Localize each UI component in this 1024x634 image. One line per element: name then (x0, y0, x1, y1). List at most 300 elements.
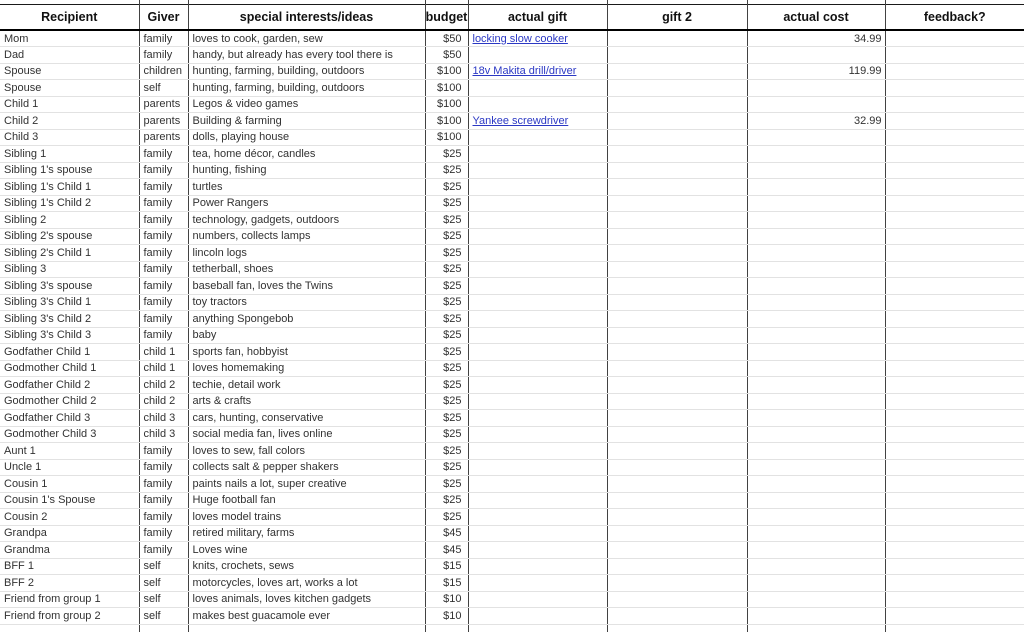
cell-special-interests: collects salt & pepper shakers (188, 459, 425, 476)
cell-feedback (885, 311, 1024, 328)
cell-special-interests: turtles (188, 179, 425, 196)
cell-feedback (885, 327, 1024, 344)
table-row (0, 558, 1024, 575)
cell-budget: $25 (425, 228, 468, 245)
column-header-actual-gift: actual gift (468, 4, 607, 30)
table-row (0, 608, 1024, 625)
table-row (0, 591, 1024, 608)
cell-actual-cost: 32.99 (747, 113, 885, 130)
cell-feedback (885, 542, 1024, 559)
cell-gift-2 (607, 228, 747, 245)
cell-actual-cost (747, 146, 885, 163)
cell-feedback (885, 294, 1024, 311)
cell-special-interests: dolls, playing house (188, 129, 425, 146)
table-row (0, 327, 1024, 344)
cell-special-interests: Building & farming (188, 113, 425, 130)
cell-special-interests: arts & crafts (188, 393, 425, 410)
table-row (0, 228, 1024, 245)
cell-actual-cost (747, 47, 885, 64)
table-body (0, 30, 1024, 632)
cell-giver: self (139, 80, 188, 97)
cell-actual-cost (747, 459, 885, 476)
cell-giver: children (139, 63, 188, 80)
cell-actual-gift (468, 245, 607, 262)
cell-actual-cost (747, 311, 885, 328)
cell-feedback (885, 459, 1024, 476)
cell-actual-gift (468, 525, 607, 542)
cell-giver: family (139, 492, 188, 509)
cell-actual-cost (747, 476, 885, 493)
cell-special-interests: loves animals, loves kitchen gadgets (188, 591, 425, 608)
cell-actual-gift (468, 410, 607, 427)
cell-budget: $100 (425, 80, 468, 97)
table-row (0, 426, 1024, 443)
cell-gift-2 (607, 96, 747, 113)
cell-actual-gift (468, 129, 607, 146)
cell-actual-cost (747, 426, 885, 443)
cell-actual-cost (747, 80, 885, 97)
cell-giver: self (139, 558, 188, 575)
cell-gift-2 (607, 245, 747, 262)
cell-special-interests: hunting, farming, building, outdoors (188, 63, 425, 80)
cell-actual-gift (468, 575, 607, 592)
cell-recipient: Cousin 1's Spouse (0, 492, 139, 509)
cell-special-interests: loves model trains (188, 509, 425, 526)
cell-gift-2 (607, 509, 747, 526)
cell-actual-gift (468, 426, 607, 443)
cell-actual-gift (468, 542, 607, 559)
column-header-recipient: Recipient (0, 4, 139, 30)
cell-actual-gift (468, 212, 607, 229)
cell-actual-cost (747, 608, 885, 625)
cell-actual-cost (747, 377, 885, 394)
cell-actual-gift (468, 294, 607, 311)
cell-budget: $25 (425, 278, 468, 295)
cell-actual-cost: 34.99 (747, 30, 885, 47)
cell-budget: $25 (425, 360, 468, 377)
cell-giver: family (139, 212, 188, 229)
cell-actual-gift (468, 393, 607, 410)
cell-giver: parents (139, 129, 188, 146)
cell-special-interests: baseball fan, loves the Twins (188, 278, 425, 295)
cell-recipient: Friend from group 2 (0, 608, 139, 625)
cell-recipient: Sibling 1's spouse (0, 162, 139, 179)
cell-special-interests: numbers, collects lamps (188, 228, 425, 245)
cell-gift-2 (607, 558, 747, 575)
cell-recipient: Sibling 3's Child 1 (0, 294, 139, 311)
cell-actual-cost (747, 575, 885, 592)
table-row (0, 525, 1024, 542)
cell-feedback (885, 245, 1024, 262)
cell-special-interests: loves to cook, garden, sew (188, 30, 425, 47)
cell-budget: $45 (425, 542, 468, 559)
cell-feedback (885, 179, 1024, 196)
table-row (0, 311, 1024, 328)
cell-feedback (885, 360, 1024, 377)
cell-gift-2 (607, 591, 747, 608)
cell-actual-gift (468, 443, 607, 460)
cell-gift-2 (607, 377, 747, 394)
empty-cell (607, 624, 747, 632)
cell-giver: parents (139, 113, 188, 130)
cell-gift-2 (607, 443, 747, 460)
table-row (0, 146, 1024, 163)
cell-giver: family (139, 162, 188, 179)
cell-actual-cost (747, 245, 885, 262)
cell-feedback (885, 476, 1024, 493)
cell-giver: child 3 (139, 410, 188, 427)
cell-actual-cost (747, 525, 885, 542)
cell-gift-2 (607, 261, 747, 278)
cell-recipient: Aunt 1 (0, 443, 139, 460)
cell-giver: family (139, 278, 188, 295)
cell-budget: $10 (425, 608, 468, 625)
table-row (0, 261, 1024, 278)
cell-recipient: Sibling 2 (0, 212, 139, 229)
table-row (0, 509, 1024, 526)
cell-budget: $100 (425, 96, 468, 113)
cell-special-interests: tetherball, shoes (188, 261, 425, 278)
gift-link[interactable]: locking slow cooker (472, 32, 568, 45)
cell-gift-2 (607, 608, 747, 625)
cell-budget: $25 (425, 344, 468, 361)
cell-actual-gift (468, 47, 607, 64)
cell-special-interests: loves to sew, fall colors (188, 443, 425, 460)
table-row (0, 80, 1024, 97)
header-row (0, 4, 1024, 30)
cell-budget: $25 (425, 179, 468, 196)
cell-feedback (885, 410, 1024, 427)
cell-actual-gift (468, 327, 607, 344)
cell-gift-2 (607, 30, 747, 47)
cell-feedback (885, 228, 1024, 245)
cell-budget: $25 (425, 393, 468, 410)
cell-feedback (885, 591, 1024, 608)
cell-special-interests: lincoln logs (188, 245, 425, 262)
cell-actual-gift (468, 558, 607, 575)
cell-budget: $25 (425, 476, 468, 493)
column-header-special-interests: special interests/ideas (188, 4, 425, 30)
cell-actual-cost (747, 492, 885, 509)
cell-special-interests: paints nails a lot, super creative (188, 476, 425, 493)
cell-special-interests: Power Rangers (188, 195, 425, 212)
table-row (0, 278, 1024, 295)
cell-budget: $45 (425, 525, 468, 542)
cell-recipient: Sibling 2's Child 1 (0, 245, 139, 262)
cell-budget: $50 (425, 30, 468, 47)
cell-recipient: Dad (0, 47, 139, 64)
gift-link[interactable]: 18v Makita drill/driver (472, 65, 577, 78)
cell-special-interests: sports fan, hobbyist (188, 344, 425, 361)
cell-giver: self (139, 608, 188, 625)
cell-actual-cost (747, 179, 885, 196)
cell-actual-cost (747, 228, 885, 245)
cell-gift-2 (607, 393, 747, 410)
table-row (0, 294, 1024, 311)
cell-budget: $10 (425, 591, 468, 608)
table-row (0, 179, 1024, 196)
cell-giver: child 3 (139, 426, 188, 443)
cell-giver: family (139, 443, 188, 460)
cell-recipient: Sibling 3's Child 2 (0, 311, 139, 328)
cell-actual-gift (468, 63, 607, 80)
cell-gift-2 (607, 311, 747, 328)
column-header-feedback: feedback? (885, 4, 1024, 30)
cell-recipient: Godfather Child 2 (0, 377, 139, 394)
cell-special-interests: cars, hunting, conservative (188, 410, 425, 427)
cell-gift-2 (607, 179, 747, 196)
empty-cell (425, 624, 468, 632)
cell-gift-2 (607, 575, 747, 592)
cell-recipient: Sibling 1's Child 1 (0, 179, 139, 196)
cell-special-interests: anything Spongebob (188, 311, 425, 328)
cell-budget: $25 (425, 212, 468, 229)
cell-giver: family (139, 294, 188, 311)
cell-gift-2 (607, 146, 747, 163)
table-row (0, 113, 1024, 130)
cell-feedback (885, 509, 1024, 526)
cell-recipient: Cousin 1 (0, 476, 139, 493)
cell-actual-gift (468, 261, 607, 278)
cell-giver: family (139, 476, 188, 493)
table-row (0, 63, 1024, 80)
cell-giver: family (139, 459, 188, 476)
cell-budget: $25 (425, 261, 468, 278)
cell-feedback (885, 525, 1024, 542)
cell-budget: $25 (425, 294, 468, 311)
cell-recipient: Sibling 1's Child 2 (0, 195, 139, 212)
cell-actual-gift (468, 311, 607, 328)
cell-giver: parents (139, 96, 188, 113)
cell-budget: $100 (425, 63, 468, 80)
cell-feedback (885, 30, 1024, 47)
cell-recipient: Godfather Child 1 (0, 344, 139, 361)
table-row (0, 459, 1024, 476)
table-row (0, 410, 1024, 427)
cell-special-interests: toy tractors (188, 294, 425, 311)
cell-recipient: BFF 1 (0, 558, 139, 575)
cell-giver: family (139, 311, 188, 328)
cell-gift-2 (607, 195, 747, 212)
cell-feedback (885, 113, 1024, 130)
cell-giver: family (139, 146, 188, 163)
table-row (0, 129, 1024, 146)
table-row (0, 162, 1024, 179)
empty-cell (885, 624, 1024, 632)
cell-actual-cost (747, 360, 885, 377)
cell-actual-cost (747, 393, 885, 410)
cell-budget: $25 (425, 459, 468, 476)
cell-actual-cost (747, 129, 885, 146)
cell-actual-cost (747, 327, 885, 344)
cell-budget: $50 (425, 47, 468, 64)
cell-giver: family (139, 327, 188, 344)
cell-actual-gift (468, 228, 607, 245)
cell-giver: family (139, 228, 188, 245)
cell-feedback (885, 377, 1024, 394)
cell-budget: $25 (425, 146, 468, 163)
table-row (0, 377, 1024, 394)
cell-actual-cost (747, 542, 885, 559)
table-row (0, 393, 1024, 410)
cell-gift-2 (607, 278, 747, 295)
cell-special-interests: hunting, fishing (188, 162, 425, 179)
cell-recipient: Sibling 3's Child 3 (0, 327, 139, 344)
cell-feedback (885, 443, 1024, 460)
cell-giver: family (139, 542, 188, 559)
cell-budget: $15 (425, 558, 468, 575)
cell-feedback (885, 195, 1024, 212)
column-header-giver: Giver (139, 4, 188, 30)
cell-budget: $100 (425, 113, 468, 130)
table-row (0, 476, 1024, 493)
cell-budget: $25 (425, 509, 468, 526)
cell-gift-2 (607, 162, 747, 179)
cell-giver: family (139, 47, 188, 64)
cell-actual-gift (468, 179, 607, 196)
cell-giver: family (139, 245, 188, 262)
cell-actual-cost (747, 278, 885, 295)
cell-actual-cost (747, 344, 885, 361)
cell-special-interests: Loves wine (188, 542, 425, 559)
cell-recipient: Godmother Child 3 (0, 426, 139, 443)
cell-recipient: Spouse (0, 80, 139, 97)
cell-recipient: BFF 2 (0, 575, 139, 592)
cell-actual-cost (747, 591, 885, 608)
cell-giver: family (139, 30, 188, 47)
cell-feedback (885, 162, 1024, 179)
cell-actual-cost (747, 261, 885, 278)
empty-cell (468, 624, 607, 632)
column-header-budget: budget (425, 4, 468, 30)
empty-cell (139, 624, 188, 632)
cell-special-interests: social media fan, lives online (188, 426, 425, 443)
cell-recipient: Friend from group 1 (0, 591, 139, 608)
spacer-row-bottom (0, 624, 1024, 632)
cell-budget: $25 (425, 327, 468, 344)
cell-giver: self (139, 591, 188, 608)
cell-recipient: Sibling 1 (0, 146, 139, 163)
cell-recipient: Child 1 (0, 96, 139, 113)
cell-recipient: Sibling 3 (0, 261, 139, 278)
cell-recipient: Spouse (0, 63, 139, 80)
cell-feedback (885, 96, 1024, 113)
table-row (0, 542, 1024, 559)
cell-giver: child 1 (139, 360, 188, 377)
cell-gift-2 (607, 327, 747, 344)
cell-actual-gift (468, 96, 607, 113)
cell-budget: $25 (425, 195, 468, 212)
table-row (0, 245, 1024, 262)
cell-giver: family (139, 525, 188, 542)
cell-actual-gift (468, 608, 607, 625)
cell-budget: $15 (425, 575, 468, 592)
cell-feedback (885, 608, 1024, 625)
cell-recipient: Child 3 (0, 129, 139, 146)
cell-gift-2 (607, 294, 747, 311)
cell-gift-2 (607, 360, 747, 377)
cell-actual-gift (468, 162, 607, 179)
cell-actual-cost (747, 410, 885, 427)
cell-feedback (885, 80, 1024, 97)
cell-feedback (885, 426, 1024, 443)
cell-actual-gift (468, 195, 607, 212)
cell-gift-2 (607, 410, 747, 427)
cell-budget: $100 (425, 129, 468, 146)
cell-special-interests: makes best guacamole ever (188, 608, 425, 625)
cell-giver: child 2 (139, 377, 188, 394)
table-row (0, 360, 1024, 377)
cell-gift-2 (607, 113, 747, 130)
cell-actual-cost (747, 212, 885, 229)
table-row (0, 443, 1024, 460)
cell-special-interests: techie, detail work (188, 377, 425, 394)
cell-gift-2 (607, 344, 747, 361)
cell-special-interests: Legos & video games (188, 96, 425, 113)
cell-actual-cost (747, 558, 885, 575)
cell-budget: $25 (425, 311, 468, 328)
cell-budget: $25 (425, 245, 468, 262)
column-header-actual-cost: actual cost (747, 4, 885, 30)
cell-feedback (885, 261, 1024, 278)
cell-actual-cost (747, 509, 885, 526)
cell-actual-cost (747, 443, 885, 460)
cell-special-interests: hunting, farming, building, outdoors (188, 80, 425, 97)
cell-actual-gift (468, 344, 607, 361)
cell-feedback (885, 47, 1024, 64)
cell-special-interests: tea, home décor, candles (188, 146, 425, 163)
cell-actual-gift (468, 459, 607, 476)
cell-recipient: Godfather Child 3 (0, 410, 139, 427)
cell-actual-gift (468, 492, 607, 509)
table-row (0, 492, 1024, 509)
cell-actual-cost (747, 96, 885, 113)
cell-budget: $25 (425, 162, 468, 179)
table-row (0, 30, 1024, 47)
cell-gift-2 (607, 525, 747, 542)
cell-recipient: Godmother Child 2 (0, 393, 139, 410)
table-row (0, 47, 1024, 64)
table-row (0, 96, 1024, 113)
cell-gift-2 (607, 63, 747, 80)
cell-special-interests: handy, but already has every tool there is (188, 47, 425, 64)
column-header-gift-2: gift 2 (607, 4, 747, 30)
cell-giver: family (139, 261, 188, 278)
cell-feedback (885, 129, 1024, 146)
gift-link[interactable]: Yankee screwdriver (472, 114, 569, 127)
table-row (0, 212, 1024, 229)
cell-recipient: Sibling 3's spouse (0, 278, 139, 295)
cell-actual-gift (468, 377, 607, 394)
cell-giver: family (139, 195, 188, 212)
table-row (0, 575, 1024, 592)
cell-actual-gift (468, 113, 607, 130)
cell-budget: $25 (425, 377, 468, 394)
cell-feedback (885, 63, 1024, 80)
cell-feedback (885, 575, 1024, 592)
cell-budget: $25 (425, 492, 468, 509)
empty-cell (188, 624, 425, 632)
cell-giver: child 2 (139, 393, 188, 410)
cell-actual-gift (468, 80, 607, 97)
cell-recipient: Sibling 2's spouse (0, 228, 139, 245)
cell-feedback (885, 393, 1024, 410)
cell-actual-gift (468, 591, 607, 608)
cell-recipient: Mom (0, 30, 139, 47)
table-row (0, 195, 1024, 212)
cell-giver: self (139, 575, 188, 592)
cell-recipient: Child 2 (0, 113, 139, 130)
